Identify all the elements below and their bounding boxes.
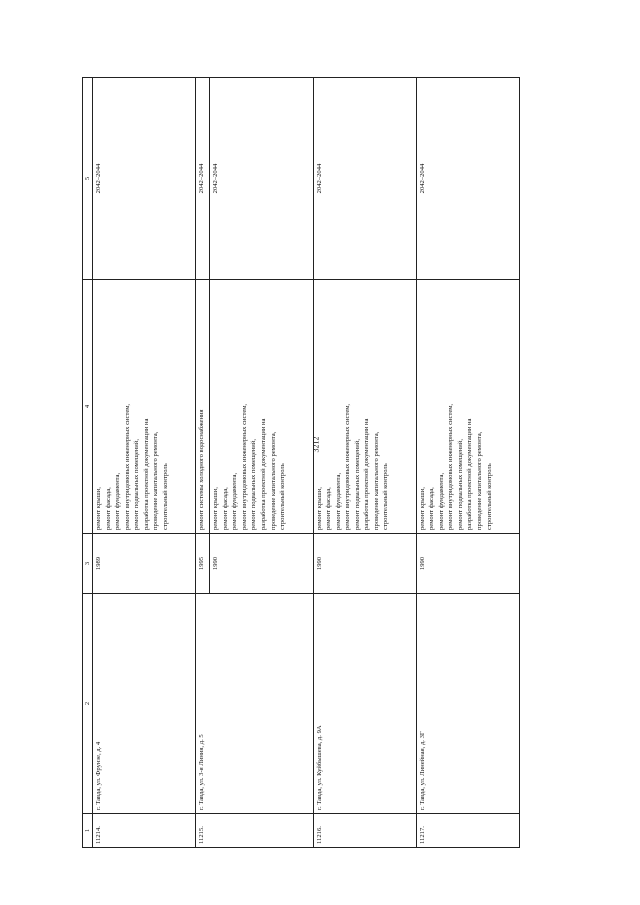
- work-item: ремонт внутридомовых инженерных систем,: [447, 403, 455, 530]
- period-cell: 2042–2044: [416, 78, 519, 280]
- table-row: [93, 78, 196, 848]
- work-item: разработка проектной документации на: [363, 418, 371, 530]
- page-number: 3212: [311, 436, 321, 453]
- work-item: строительный контроль: [279, 463, 287, 530]
- year-cell: 1990: [313, 534, 416, 594]
- year-cell: 1995: [196, 534, 210, 594]
- work-item: разработка проектной документации на: [466, 418, 474, 530]
- period-cell: 2042–2044: [93, 78, 196, 280]
- column-header: 1: [83, 814, 93, 848]
- work-item: ремонт крыши,: [315, 487, 323, 530]
- work-item: ремонт фасада,: [221, 487, 229, 530]
- work-item: ремонт внутридомовых инженерных систем,: [123, 403, 131, 530]
- work-item: проведение капитального ремонта,: [152, 431, 160, 530]
- period-cell: 2042–2044: [210, 78, 313, 280]
- table-body: [93, 78, 520, 848]
- works-cell: [93, 280, 196, 534]
- table-row: [416, 78, 519, 848]
- column-header: 4: [83, 280, 93, 534]
- work-item: проведение капитального ремонта,: [372, 431, 380, 530]
- work-item: проведение капитального ремонта,: [476, 431, 484, 530]
- work-item: ремонт системы холодного водоснабжения: [198, 409, 206, 530]
- work-item: ремонт внутридомовых инженерных систем,: [240, 403, 248, 530]
- year-cell: 1990: [416, 534, 519, 594]
- work-item: ремонт внутридомовых инженерных систем,: [344, 403, 352, 530]
- address-cell: г. Тавда, ул. Куйбышева, д. 9А: [313, 594, 416, 814]
- works-cell: [313, 280, 416, 534]
- works-cell: [416, 280, 519, 534]
- row-number-cell: 11214.: [93, 814, 196, 848]
- column-number-row: [83, 78, 93, 848]
- work-item: разработка проектной документации на: [259, 418, 267, 530]
- work-item: строительный контроль: [161, 463, 169, 530]
- works-cell: [196, 280, 210, 534]
- column-header: 3: [83, 534, 93, 594]
- year-cell: 1990: [210, 534, 313, 594]
- work-item: ремонт фундамента,: [437, 472, 445, 530]
- period-cell: 2042–2044: [313, 78, 416, 280]
- work-item: ремонт крыши,: [418, 487, 426, 530]
- address-cell: г. Тавда, ул. Фрунзе, д. 4: [93, 594, 196, 814]
- work-item: ремонт фундамента,: [114, 472, 122, 530]
- work-item: ремонт фасада,: [104, 487, 112, 530]
- works-cell: [210, 280, 313, 534]
- work-item: ремонт крыши,: [212, 487, 220, 530]
- row-number-cell: 11217.: [416, 814, 519, 848]
- work-item: ремонт подвальных помещений,: [456, 439, 464, 530]
- work-item: строительный контроль: [485, 463, 493, 530]
- table-row: [313, 78, 416, 848]
- repair-schedule-sheet: [82, 78, 520, 848]
- address-cell: г. Тавда, ул. 3-я Линия, д. 5: [196, 594, 313, 814]
- column-header: 5: [83, 78, 93, 280]
- table-row: [196, 78, 210, 848]
- work-item: ремонт фасада,: [428, 487, 436, 530]
- column-header: 2: [83, 594, 93, 814]
- work-item: ремонт фасада,: [325, 487, 333, 530]
- period-cell: 2042–2044: [196, 78, 210, 280]
- work-item: строительный контроль: [382, 463, 390, 530]
- work-item: проведение капитального ремонта,: [269, 431, 277, 530]
- work-item: ремонт подвальных помещений,: [133, 439, 141, 530]
- work-item: ремонт подвальных помещений,: [250, 439, 258, 530]
- address-cell: г. Тавда, ул. Линейная, д. 3Г: [416, 594, 519, 814]
- work-item: ремонт фундамента,: [231, 472, 239, 530]
- row-number-cell: 11216.: [313, 814, 416, 848]
- work-item: ремонт подвальных помещений,: [353, 439, 361, 530]
- work-item: ремонт крыши,: [95, 487, 102, 530]
- work-item: разработка проектной документации на: [142, 418, 150, 530]
- work-item: ремонт фундамента,: [334, 472, 342, 530]
- row-number-cell: 11215.: [196, 814, 313, 848]
- year-cell: 1989: [93, 534, 196, 594]
- repair-schedule-table: [82, 77, 520, 848]
